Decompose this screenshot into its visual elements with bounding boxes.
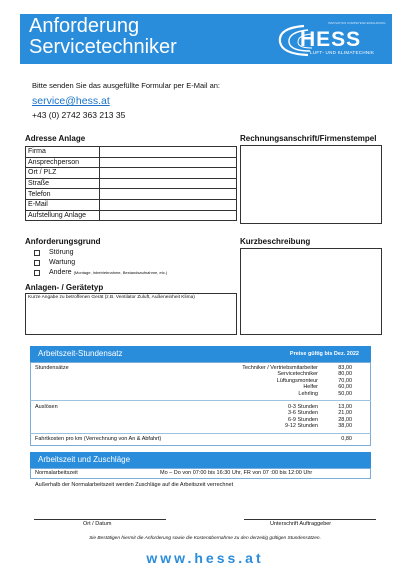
surcharge-note: Außerhalb der Normalarbeitszeit werden Zuschläge auf die Arbeitszeit verrechnet [35, 482, 234, 488]
trigger-label: Auslösen [35, 404, 58, 410]
email-link[interactable]: service@hess.at [32, 95, 110, 107]
address-input[interactable] [100, 168, 237, 179]
work-title: Arbeitszeit und Zuschläge [38, 455, 131, 464]
price: 21,00 [338, 410, 352, 417]
hess-logo [274, 20, 384, 60]
option-andere[interactable] [34, 269, 167, 276]
hourly-roles [242, 365, 318, 397]
device-hint: Kurze Angabe zu betroffenen Gerät (z.B. Ventilator Zuluft, Außeneinheit Klima) [28, 295, 195, 300]
logo-word: HESS [300, 28, 362, 51]
form-title-line1: Anforderung [29, 15, 140, 37]
option-stoerung[interactable] [34, 249, 74, 256]
price: 50,00 [338, 390, 352, 397]
request-title: Anforderungsgrund [25, 237, 101, 246]
km-price: 0,80 [341, 436, 352, 442]
logo-tagline-3: ERFAHRUNG [366, 21, 386, 25]
address-input[interactable] [100, 157, 237, 168]
address-input[interactable] [100, 199, 237, 210]
checkbox[interactable] [34, 250, 40, 256]
logo-tagline [328, 21, 385, 25]
checkbox[interactable] [34, 260, 40, 266]
phone-number: +43 (0) 2742 363 213 35 [32, 110, 126, 120]
form-title [29, 16, 177, 58]
address-label: Ort / PLZ [26, 168, 100, 179]
option-label: Störung [49, 249, 74, 256]
price: 70,00 [338, 377, 352, 384]
normal-hours: Mo – Do von 07:00 bis 16:30 Uhr, FR von 07 :00 bis 12:00 Uhr [160, 470, 313, 476]
hourly-prices [338, 365, 352, 397]
range: 0-3 Stunden [288, 404, 318, 410]
price: 80,00 [338, 371, 352, 378]
trigger-prices [338, 404, 352, 430]
option-label: Wartung [49, 259, 76, 266]
normal-label: Normalarbeitszeit [35, 470, 78, 476]
address-input[interactable] [100, 189, 237, 200]
address-row [26, 178, 237, 189]
address-title: Adresse Anlage [25, 134, 86, 143]
range: 3-6 Stunden [288, 410, 318, 417]
logo-tagline-2: KOMPETENZ [347, 21, 366, 25]
disclaimer: Sie Bestätigen hiermit die Anforderung sowie die Kostenübernahme zu den derzeitig gültigen Stundensätzen. [89, 536, 321, 541]
logo-subtitle: LUFT- UND KLIMATECHNIK [310, 50, 375, 55]
address-table [25, 146, 237, 221]
address-label: Ansprechperson [26, 157, 100, 168]
role: Helfer [303, 384, 318, 391]
address-row [26, 189, 237, 200]
price: 13,00 [338, 404, 352, 410]
address-row [26, 168, 237, 179]
option-note: (Montage, Inbetriebnahme, Bestandsaufnahme, etc.) [73, 270, 168, 275]
role: Servicetechniker [277, 371, 318, 378]
price-validity: Preise gültig bis Dez. 2022 [289, 351, 359, 357]
header-banner [20, 14, 392, 64]
website[interactable]: www.hess.at [146, 550, 264, 566]
logo-tagline-1: INNOVATION [328, 21, 347, 25]
form-title-line2: Servicetechniker [29, 36, 177, 58]
signature-line[interactable] [244, 519, 376, 520]
price: 83,00 [338, 365, 352, 371]
description-title: Kurzbeschreibung [240, 237, 311, 246]
price: 28,00 [338, 416, 352, 423]
hourly-label: Stundensätze [35, 365, 69, 371]
role: Lüftungsmonteur [276, 377, 318, 384]
price: 60,00 [338, 384, 352, 391]
trigger-ranges [285, 404, 318, 430]
km-label: Fahrtkosten pro km (Verrechnung von An & Abfahrt) [35, 436, 162, 442]
address-label: Straße [26, 178, 100, 189]
option-label: Andere [49, 269, 72, 276]
billing-title: Rechnungsanschrift/Firmenstempel [240, 134, 377, 143]
device-box[interactable] [25, 293, 237, 335]
device-title: Anlagen- / Gerätetyp [25, 283, 104, 292]
checkbox[interactable] [34, 270, 40, 276]
address-label: Telefon [26, 189, 100, 200]
signature-label: Unterschrift Auftraggeber [270, 521, 332, 527]
range: 6-9 Stunden [288, 416, 318, 423]
place-date-label: Ort / Datum [83, 521, 112, 527]
address-input[interactable] [100, 147, 237, 158]
range: 9-12 Stunden [284, 423, 318, 430]
place-date-line[interactable] [34, 519, 166, 520]
rates-title: Arbeitszeit-Stundensatz [38, 349, 123, 358]
role: Techniker / Vertriebsmitarbeiter [242, 365, 318, 371]
address-label: E-Mail [26, 199, 100, 210]
address-label: Firma [26, 147, 100, 158]
price: 38,00 [338, 423, 352, 430]
divider [30, 433, 371, 434]
address-row [26, 157, 237, 168]
rates-header [30, 346, 371, 362]
address-input[interactable] [100, 178, 237, 189]
address-row [26, 210, 237, 221]
address-label: Aufstellung Anlage [26, 210, 100, 221]
option-wartung[interactable] [34, 259, 75, 266]
address-input[interactable] [100, 210, 237, 221]
address-row [26, 147, 237, 158]
divider [30, 400, 371, 401]
role: Lehrling [298, 390, 318, 397]
description-box[interactable] [240, 248, 382, 335]
work-header [30, 452, 371, 468]
billing-stamp-box[interactable] [240, 145, 382, 224]
intro-text: Bitte senden Sie das ausgefüllte Formular per E-Mail an: [32, 81, 221, 90]
address-row [26, 199, 237, 210]
